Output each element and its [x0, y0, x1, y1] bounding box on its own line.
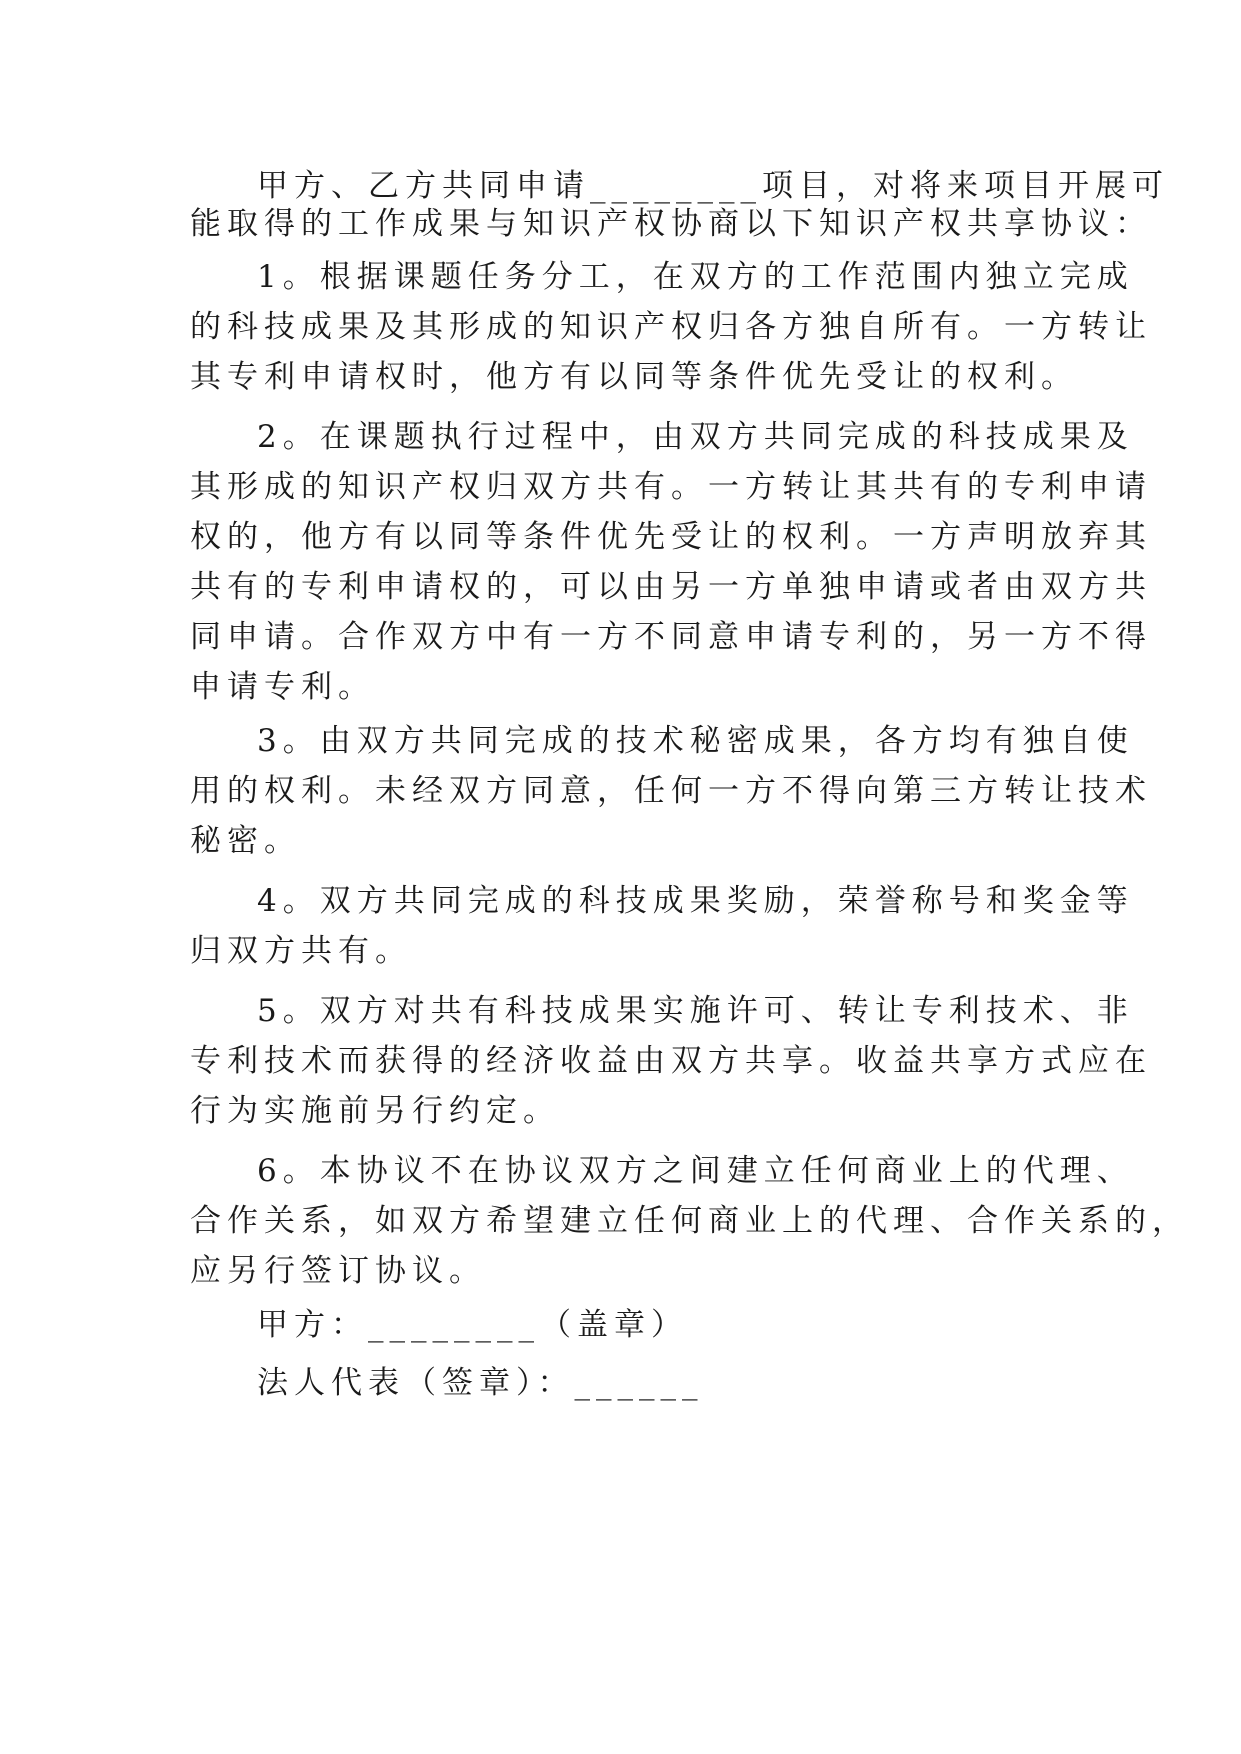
clause-1-line-1: 1。根据课题任务分工，在双方的工作范围内独立完成	[257, 259, 1134, 295]
clause-5-line-3: 行为实施前另行约定。	[190, 1093, 560, 1129]
clause-5-line-2: 专利技术而获得的经济收益由双方共享。收益共享方式应在	[190, 1043, 1152, 1079]
clause-1-line-2: 的科技成果及其形成的知识产权归各方独自所有。一方转让	[190, 309, 1152, 345]
clause-2-line-4: 共有的专利申请权的，可以由另一方单独申请或者由双方共	[190, 569, 1152, 605]
clause-4-line-2: 归双方共有。	[190, 933, 412, 969]
legal-representative-signature-line: 法人代表（签章）：______	[257, 1365, 704, 1401]
clause-6-line-3: 应另行签订协议。	[190, 1253, 486, 1289]
clause-3-line-1: 3。由双方共同完成的技术秘密成果，各方均有独自使	[257, 723, 1134, 759]
clause-2-line-6: 申请专利。	[190, 669, 375, 705]
clause-6-line-2: 合作关系，如双方希望建立任何商业上的代理、合作关系的，	[190, 1203, 1189, 1239]
clause-6-line-1: 6。本协议不在协议双方之间建立任何商业上的代理、	[257, 1153, 1134, 1189]
clause-4-line-1: 4。双方共同完成的科技成果奖励，荣誉称号和奖金等	[257, 883, 1134, 919]
clause-5-line-1: 5。双方对共有科技成果实施许可、转让专利技术、非	[257, 993, 1134, 1029]
clause-3-line-3: 秘密。	[190, 823, 301, 859]
clause-2-line-2: 其形成的知识产权归双方共有。一方转让其共有的专利申请	[190, 469, 1152, 505]
party-a-signature-line: 甲方：________（盖章）	[257, 1307, 688, 1343]
clause-2-line-5: 同申请。合作双方中有一方不同意申请专利的，另一方不得	[190, 619, 1152, 655]
intro-line-2: 能取得的工作成果与知识产权协商以下知识产权共享协议：	[190, 206, 1152, 242]
intro-line-1: 甲方、乙方共同申请________项目，对将来项目开展可	[257, 168, 1169, 204]
clause-2-line-3: 权的，他方有以同等条件优先受让的权利。一方声明放弃其	[190, 519, 1152, 555]
clause-2-line-1: 2。在课题执行过程中，由双方共同完成的科技成果及	[257, 419, 1134, 455]
clause-3-line-2: 用的权利。未经双方同意，任何一方不得向第三方转让技术	[190, 773, 1152, 809]
clause-1-line-3: 其专利申请权时，他方有以同等条件优先受让的权利。	[190, 359, 1078, 395]
